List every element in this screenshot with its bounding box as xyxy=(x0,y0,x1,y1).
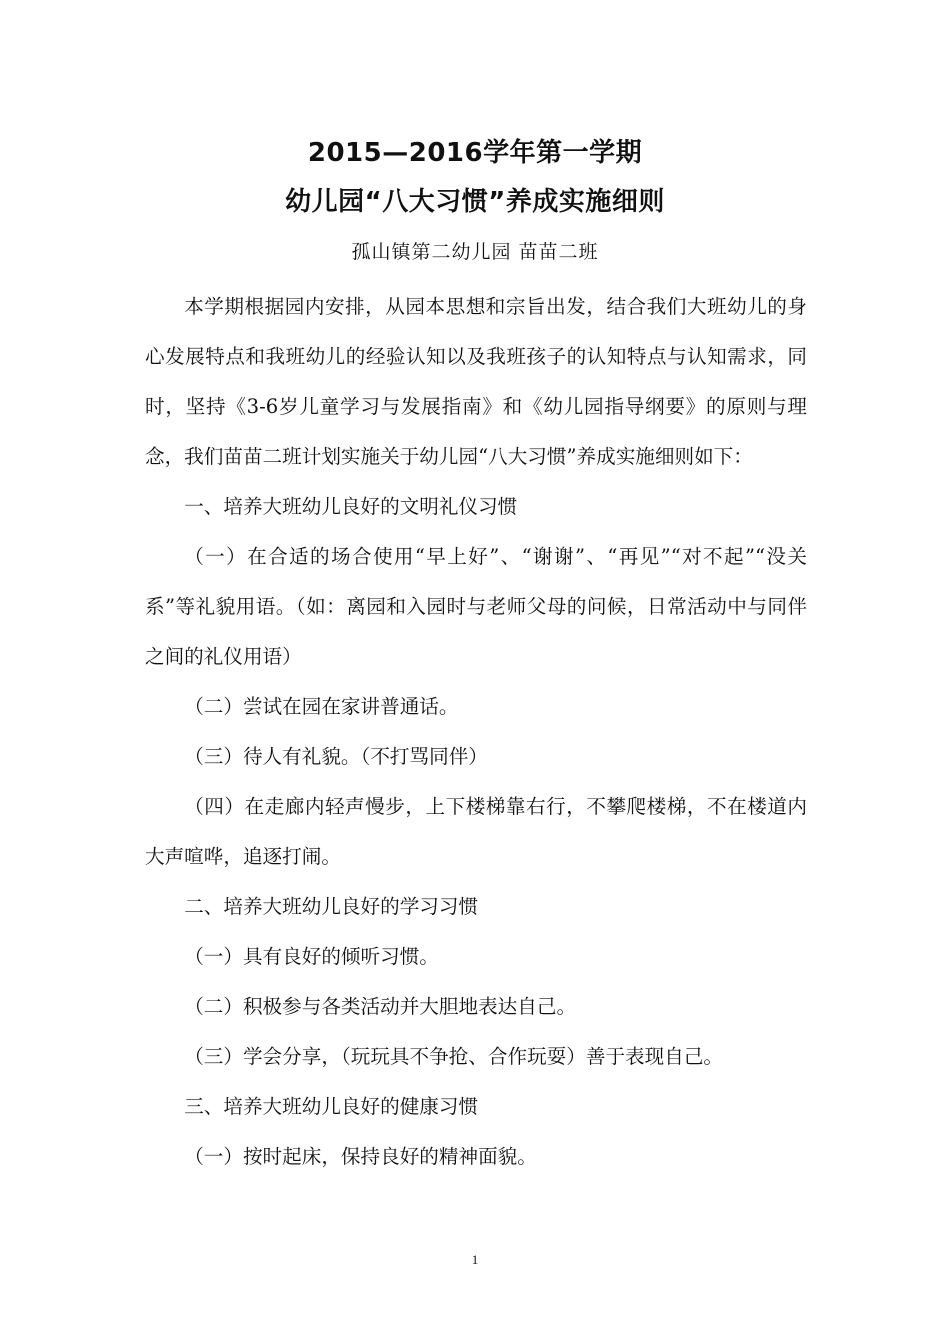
heading-etiquette-habits: 一、培养大班幼儿良好的文明礼仪习惯 xyxy=(184,495,518,518)
paragraph-etiquette-4: （四）在走廊内轻声慢步，上下楼梯靠右行，不攀爬楼梯，不在楼道内大声喧哗，追逐打闹。 xyxy=(145,795,807,868)
heading-learning-habits: 二、培养大班幼儿良好的学习习惯 xyxy=(184,895,479,918)
document-subtitle-class: 孤山镇第二幼儿园 苗苗二班 xyxy=(351,241,599,263)
paragraph-learning-1: （一）具有良好的倾听习惯。 xyxy=(184,945,439,968)
heading-health-habits: 三、培养大班幼儿良好的健康习惯 xyxy=(184,1095,479,1118)
paragraph-intro: 本学期根据园内安排，从园本思想和宗旨出发，结合我们大班幼儿的身心发展特点和我班幼儿的经验认知以及我班孩子的认知特点与认知需求，同时，坚持《3-6岁儿童学习与发展指南》和《幼儿园指导纲要》的原则与理念，我们苗苗二班计划实施关于幼儿园“八大习惯”养成实施细则如下： xyxy=(145,295,807,468)
paragraph-learning-2: （二）积极参与各类活动并大胆地表达自己。 xyxy=(184,995,577,1018)
paragraph-etiquette-2: （二）尝试在园在家讲普通话。 xyxy=(184,695,459,718)
paragraph-health-1: （一）按时起床，保持良好的精神面貌。 xyxy=(184,1145,537,1168)
paragraph-learning-3: （三）学会分享，（玩玩具不争抢、合作玩耍）善于表现自己。 xyxy=(184,1045,724,1068)
document-title-term: 2015—2016学年第一学期 xyxy=(307,138,643,168)
paragraph-etiquette-1: （一）在合适的场合使用“早上好”、“谢谢”、“再见”“对不起”“没关系”等礼貌用语。（如：离园和入园时与老师父母的问候，日常活动中与同伴之间的礼仪用语） xyxy=(145,545,807,668)
paragraph-etiquette-3: （三）待人有礼貌。（不打骂同伴） xyxy=(184,745,488,768)
page-number: 1 xyxy=(471,1252,479,1267)
document-body xyxy=(145,282,807,1182)
document-title-main: 幼儿园“八大习惯”养成实施细则 xyxy=(285,187,665,217)
